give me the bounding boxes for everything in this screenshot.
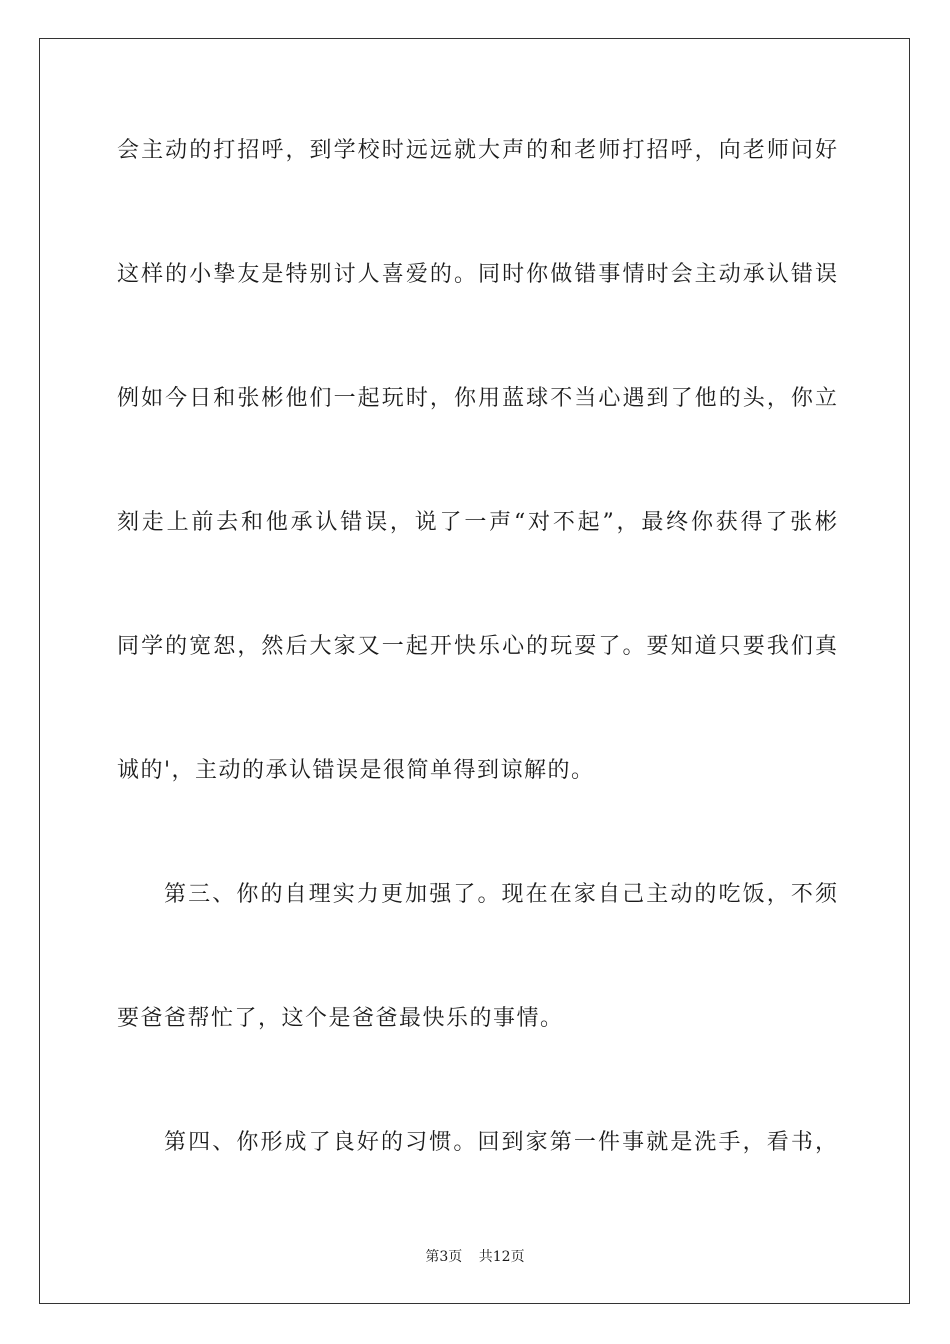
text-line-2: 这样的小挚友是特别讨人喜爱的。同时你做错事情时会主动承认错误 — [117, 262, 837, 287]
text-line-7: 第三、你的自理实力更加强了。现在在家自己主动的吃饭，不须 — [164, 882, 837, 907]
page-total: 共12页 — [478, 1249, 525, 1265]
text-line-8: 要爸爸帮忙了，这个是爸爸最快乐的事情。 — [117, 1006, 564, 1031]
text-line-3: 例如今日和张彬他们一起玩时，你用蓝球不当心遇到了他的头，你立 — [117, 386, 837, 411]
text-line-6: 诚的'，主动的承认错误是很简单得到谅解的。 — [117, 758, 595, 783]
text-line-5: 同学的宽恕，然后大家又一起开快乐心的玩耍了。要知道只要我们真 — [117, 634, 837, 659]
text-line-9: 第四、你形成了良好的习惯。回到家第一件事就是洗手，看书， — [164, 1130, 837, 1155]
page-footer — [0, 1248, 950, 1266]
text-line-4: 刻走上前去和他承认错误，说了一声“对不起”，最终你获得了张彬 — [117, 510, 837, 535]
page-border — [39, 38, 910, 1304]
page-number: 第3页 — [425, 1249, 463, 1265]
text-line-1: 会主动的打招呼，到学校时远远就大声的和老师打招呼，向老师问好 — [117, 138, 837, 163]
